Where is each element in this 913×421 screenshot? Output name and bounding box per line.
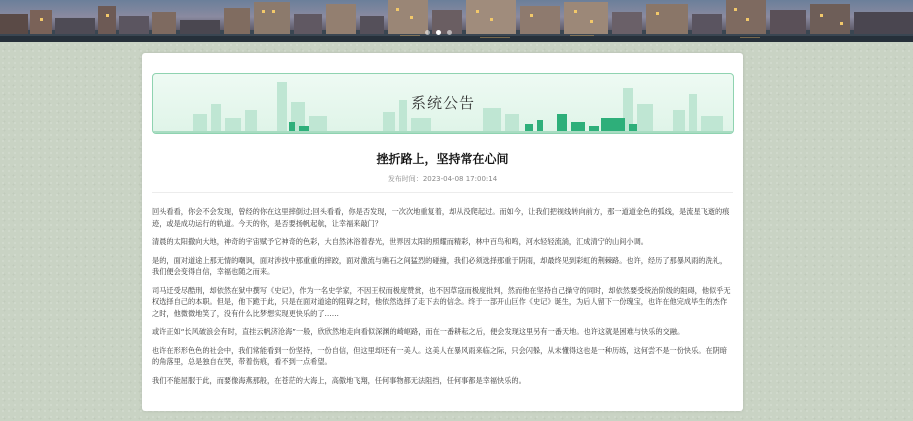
carousel-indicators	[425, 30, 452, 35]
carousel-dot[interactable]	[447, 30, 452, 35]
banner-carousel[interactable]	[0, 0, 913, 42]
article-content	[152, 206, 734, 393]
article-title: 挫折路上，坚持常在心间	[376, 152, 509, 166]
notice-header-title: 系统公告	[410, 94, 475, 112]
article-paragraph: 清晨的太阳撒向大地，神奇的宇宙赋予它神奇的色彩，大自然沐浴着春光，世界因太阳的照耀而精彩，林中百鸟和鸣，河水轻轻流淌，汇成清宁的山间小调。	[152, 237, 648, 246]
carousel-dot-active[interactable]	[436, 30, 441, 35]
article-paragraph: 或许正如“长风破浪会有时，直挂云帆济沧海”一般，欣欣然地走向看似深渊的崎岖路，而在一番耕耘之后，便会发现这里另有一番天地。也许这就是困难与快乐的交融。	[152, 327, 685, 336]
article-paragraph: 司马迁受尽酷刑，却依然在狱中撰写《史记》，作为一名史学家，不因王权而极度赞赏，也不因草寇而极度批判，然而他在坚持自己操守的同时，却依然要受统治阶级的阻碍，他似乎无权选择自己的本职。但是，他下跪于此，只是在面对道途的阻碍之时，他依然选择了走下去的信念。终于一部开山巨作《史记》诞生，为后人留下一份瑰宝，也许在他完成毕生的杰作之时，他微微地笑了，没有什么比梦想实现更快乐的了……	[152, 285, 731, 318]
publish-time-label: 发布时间：	[387, 175, 423, 183]
notice-header	[152, 73, 734, 134]
announcement-card	[142, 53, 743, 411]
carousel-dot[interactable]	[425, 30, 430, 35]
article-meta	[142, 174, 743, 184]
article-paragraph: 是的，面对道途上那无情的嘲讽，面对涉找中那重重的摔跤，面对激流与礁石之间猛烈的碰撞，我们必须选择那重于阴雨，却最终见到彩虹的荆棘路。也许，经历了那暴风雨的洗礼，我们便会变得自信，幸福也随之而来。	[152, 255, 728, 276]
article-paragraph: 回头看看，你会不会发现，曾经的你在这里摔倒过;回头看看，你是否发现，一次次地重复着，却从没爬起过。而如今，让我们把视线转向前方，那一道道金色的弧线，是流星飞逝的痕迹，或是成功运行的轨道。今天的你，是否要扬帆起航，让幸福来敲门？	[152, 207, 730, 228]
article-paragraph: 我们不能屈服于此，而要像海燕那般，在苍茫的大海上，高傲地飞翔，任何事物都无法阻挡，任何事都是幸福快乐的。	[152, 375, 526, 385]
publish-time: 2023-04-08 17:00:14	[422, 175, 498, 183]
article-paragraph: 也许在形形色色的社会中，我们常能看到一份坚持，一份自信，但这里却还有一美人。这美人在暴风雨来临之际，只会闪躲，从未懂得这也是一种历练，这何尝不是一份快乐。在阴暗的角落里，总是独自在哭，带着伤痕，看不到一点希望。	[152, 345, 728, 366]
banner-cityscape-image	[0, 0, 913, 42]
divider	[152, 192, 733, 193]
